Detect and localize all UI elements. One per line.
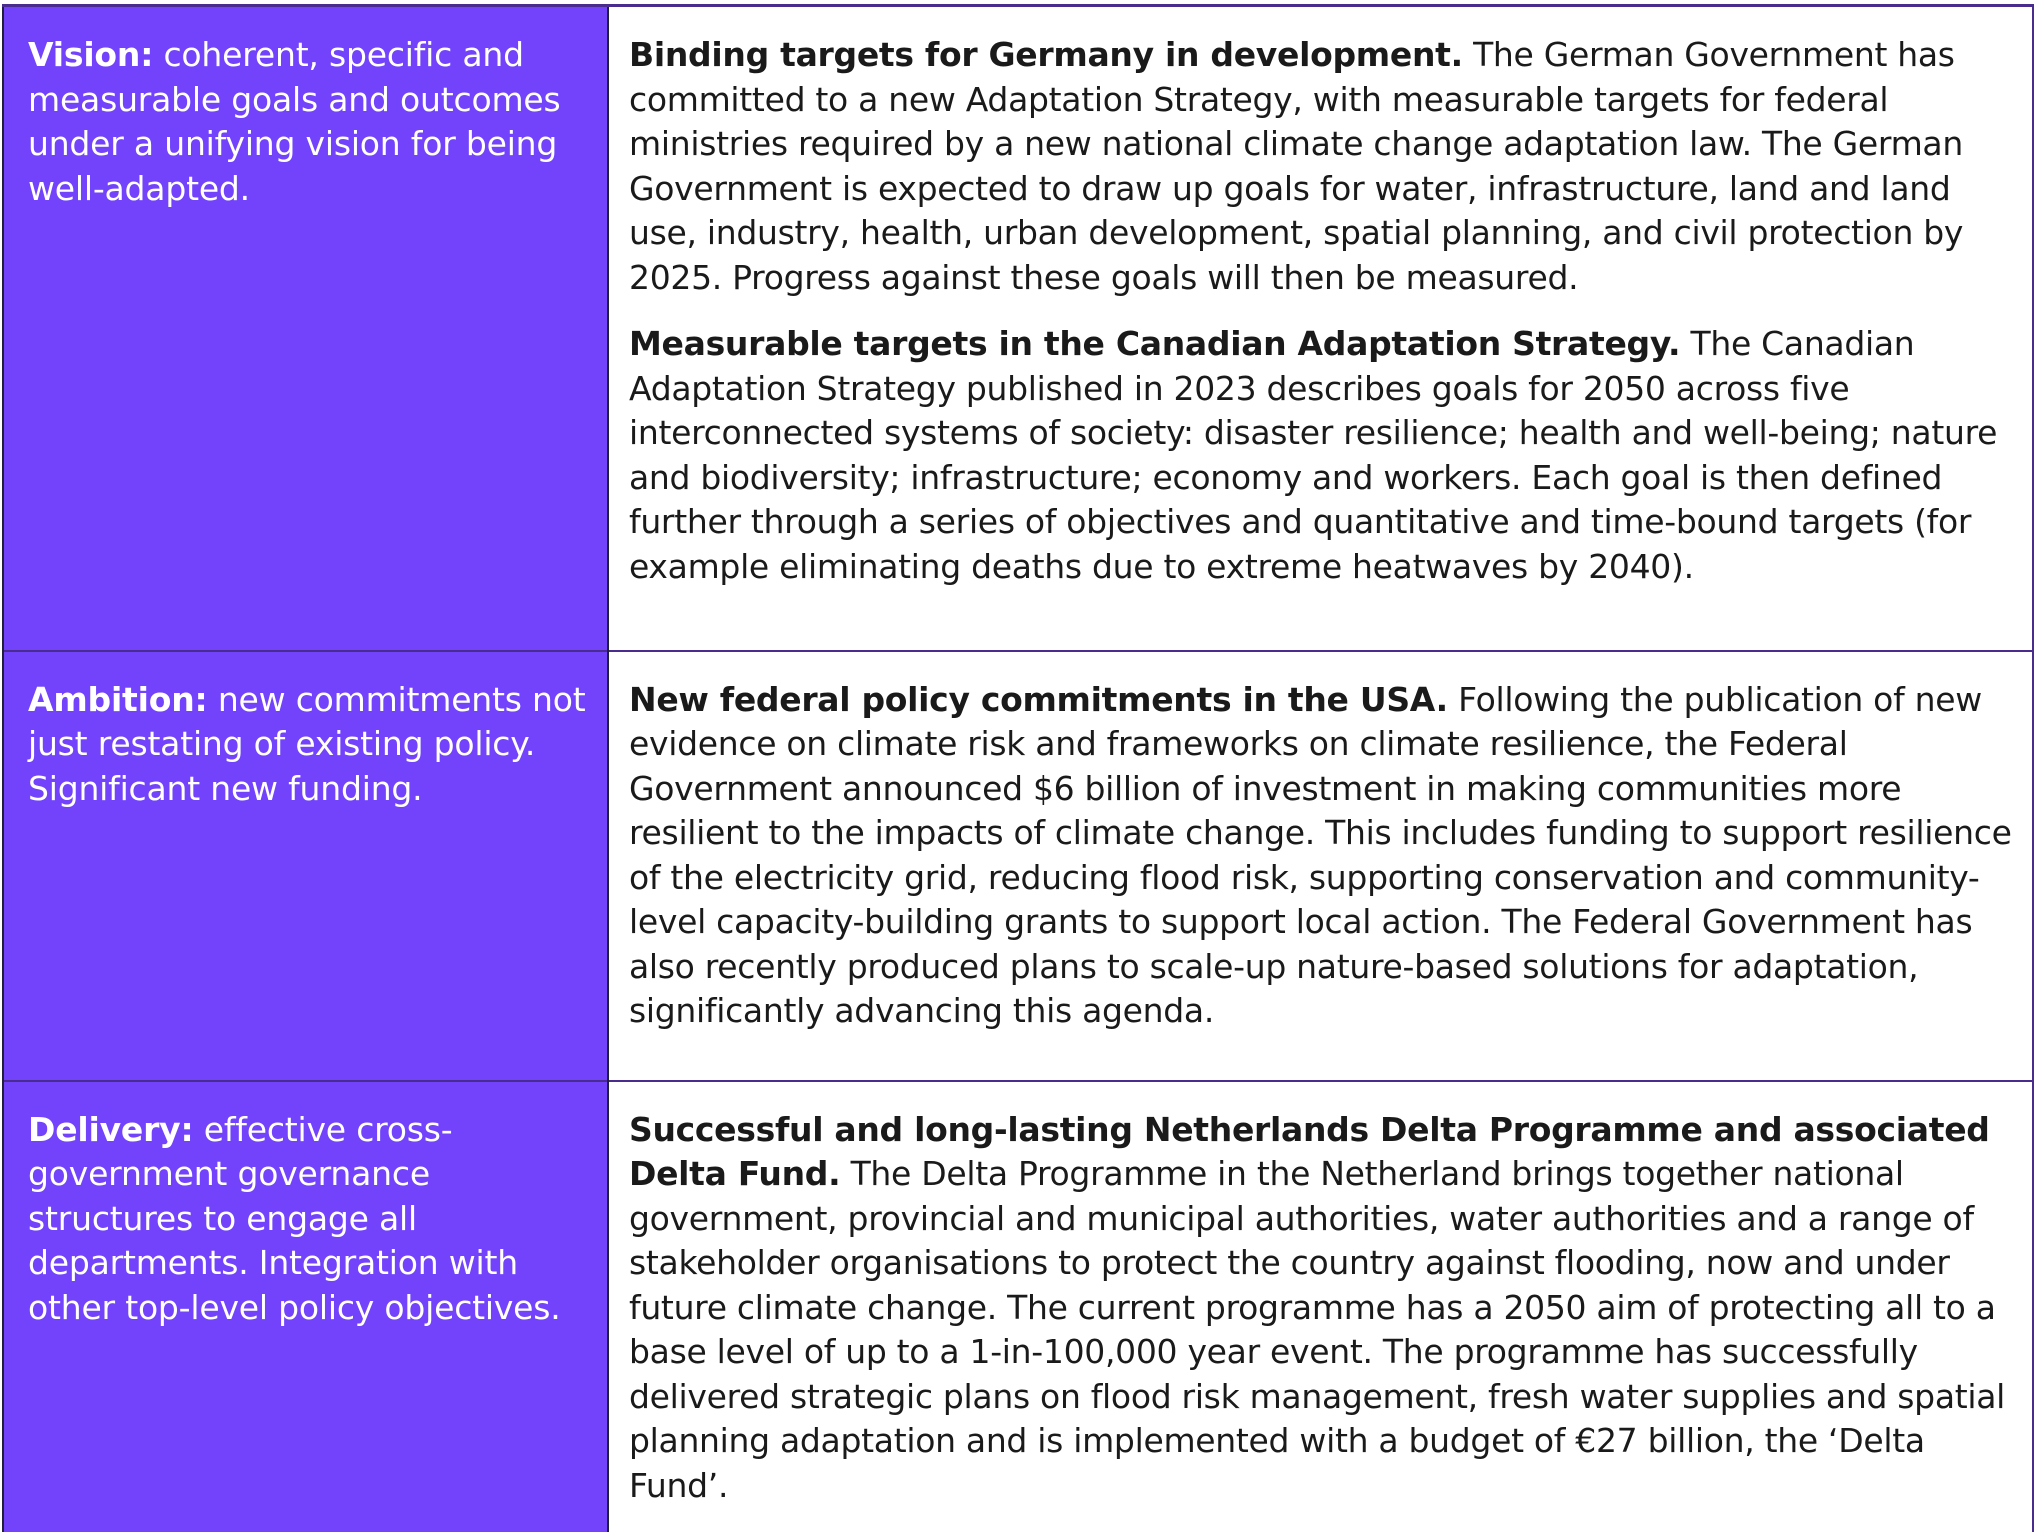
canada-paragraph: [629, 322, 2012, 589]
vision-label-title: Vision:: [28, 35, 154, 74]
canada-text: The Canadian Adaptation Strategy published in 2023 describes goals for 2050 across five interconnected systems of society: disaster resilience; health and well-being; nature and biodiversity; infrastructure; economy and workers. Each goal is then defined further through a series of objectives and quantitative and time-bound targets (for example eliminating deaths due to extreme heatwaves by 2040).: [629, 324, 1998, 586]
netherlands-text: The Delta Programme in the Netherland brings together national government, provincial and municipal authorities, water authorities and a range of stakeholder organisations to protect the country against flooding, now and under future climate change. The current programme has a 2050 aim of protecting all to a base level of up to a 1-in-100,000 year event. The programme has successfully delivered strategic plans on flood risk management, fresh water supplies and spatial planning adaptation and is implemented with a budget of €27 billion, the ‘Delta Fund’.: [629, 1154, 2006, 1505]
vision-label: [28, 33, 587, 211]
adaptation-criteria-table: [2, 4, 2034, 1532]
netherlands-heading: Successful and long-lasting Netherlands Delta Programme and associated Delta Fund.: [629, 1109, 1990, 1193]
table-row-vision: [3, 6, 2033, 651]
germany-heading: Binding targets for Germany in development.: [629, 35, 1463, 74]
ambition-label-title: Ambition:: [28, 679, 208, 719]
germany-text: The German Government has committed to a new Adaptation Strategy, with measurable targets for federal ministries required by a new national climate change adaptation law. The German Government is expected to draw up goals for water, infrastructure, land and land use, industry, health, urban development, spatial planning, and civil protection by 2025. Progress against these goals will then be measured.: [629, 35, 1964, 297]
vision-label-cell: [3, 6, 608, 651]
table-row-delivery: [3, 1081, 2033, 1532]
delivery-label-title: Delivery:: [28, 1109, 194, 1149]
ambition-label-cell: [3, 651, 608, 1081]
delivery-label-cell: [3, 1081, 608, 1532]
delivery-label-text: effective cross-government governance structures to engage all departments. Integration with other top-level policy objectives.: [28, 1109, 561, 1327]
vision-label-text: coherent, specific and measurable goals and outcomes under a unifying vision for being well-adapted.: [28, 35, 561, 208]
table-row-ambition: [3, 651, 2033, 1081]
usa-paragraph: [629, 678, 2012, 1034]
vision-content-cell: [608, 6, 2033, 651]
usa-text: Following the publication of new evidence on climate risk and frameworks on climate resilience, the Federal Government announced $6 billion of investment in making communities more resilient to the impacts of climate change. This includes funding to support resilience of the electricity grid, reducing flood risk, supporting conservation and community-level capacity-building grants to support local action. The Federal Government has also recently produced plans to scale-up nature-based solutions for adaptation, significantly advancing this agenda.: [629, 679, 2012, 1030]
germany-paragraph: [629, 33, 2012, 300]
netherlands-paragraph: [629, 1108, 2012, 1509]
delivery-content-cell: [608, 1081, 2033, 1532]
delivery-label: [28, 1108, 587, 1331]
ambition-label-text: new commitments not just restating of existing policy. Significant new funding.: [28, 679, 586, 808]
usa-heading: New federal policy commitments in the USA.: [629, 679, 1448, 719]
ambition-label: [28, 678, 587, 812]
ambition-content-cell: [608, 651, 2033, 1081]
canada-heading: Measurable targets in the Canadian Adaptation Strategy.: [629, 324, 1681, 363]
